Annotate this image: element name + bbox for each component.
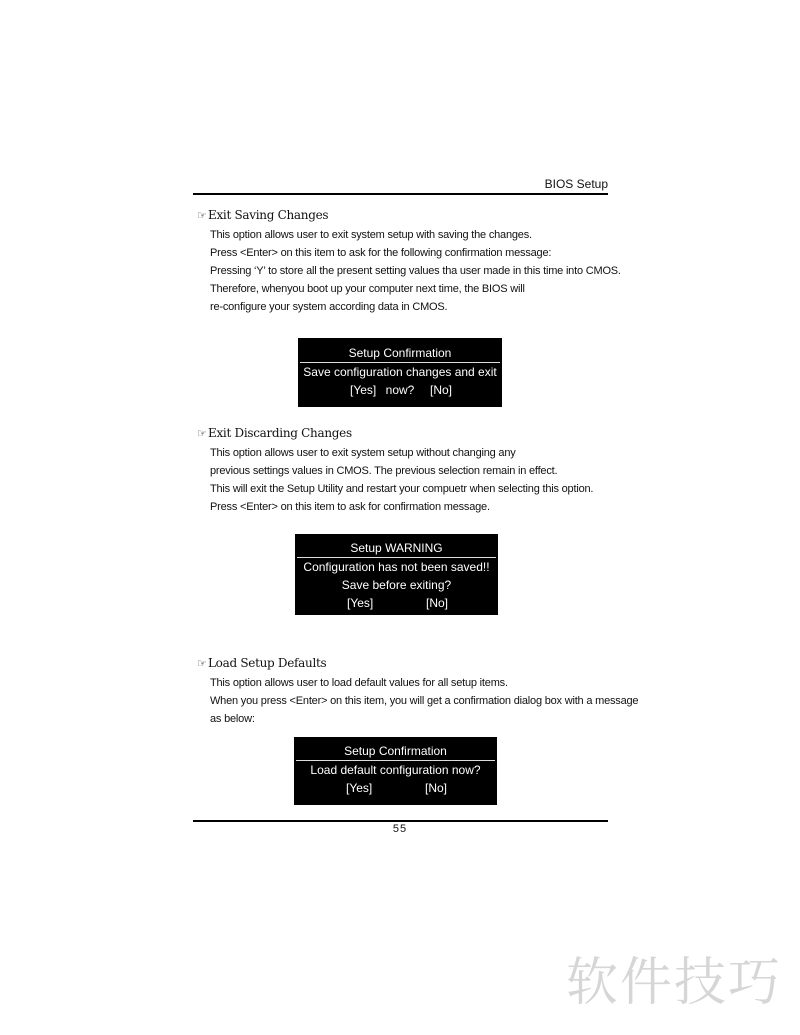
section-title-exit-saving [197, 208, 328, 222]
section-title-text: Exit Saving Changes [208, 208, 329, 222]
pointing-hand-icon: ☞ [197, 209, 207, 222]
body-line: This option allows user to exit system setup with saving the changes. [210, 229, 532, 241]
section-body-exit-saving [210, 226, 621, 316]
watermark-text: 软件技巧 [566, 953, 783, 1013]
dialog-save-confirmation [298, 338, 502, 407]
body-line: as below: [210, 713, 255, 725]
dialog-options [294, 779, 497, 797]
body-line: This option allows user to load default values for all setup items. [210, 677, 508, 689]
yes-option[interactable]: [Yes] [346, 781, 373, 795]
body-line: re-configure your system according data in CMOS. [210, 301, 448, 313]
section-title-text: Load Setup Defaults [208, 656, 327, 670]
dialog-title: Setup Confirmation [344, 744, 447, 758]
dialog-message: Configuration has not been saved!! [303, 560, 490, 574]
dialog-message: Save before exiting? [341, 578, 452, 592]
dialog-message: Save configuration changes and exit now? [303, 365, 497, 397]
body-line: Press <Enter> on this item to ask for the following confirmation message: [210, 247, 552, 259]
no-option[interactable]: [No] [425, 781, 448, 795]
running-header: BIOS Setup [544, 177, 608, 191]
body-line: When you press <Enter> on this item, you will get a confirmation dialog box with a message [210, 695, 639, 707]
body-line: This option allows user to exit system setup without changing any [210, 447, 516, 459]
dialog-title: Setup WARNING [350, 541, 443, 555]
dialog-load-defaults [294, 737, 497, 805]
dialog-setup-warning [295, 534, 498, 615]
pointing-hand-icon: ☞ [197, 657, 207, 670]
section-body-exit-discarding [210, 444, 593, 516]
section-title-exit-discarding [197, 426, 352, 440]
body-line: Therefore, whenyou boot up your computer next time, the BIOS will [210, 283, 525, 295]
body-line: Pressing ‘Y’ to store all the present setting values tha user made in this time into CMOS. [210, 265, 621, 277]
section-title-text: Exit Discarding Changes [208, 426, 352, 440]
header-rule [193, 193, 608, 195]
section-body-load-defaults [210, 674, 638, 728]
yes-option[interactable]: [Yes] [350, 383, 377, 397]
pointing-hand-icon: ☞ [197, 427, 207, 440]
dialog-options [295, 594, 498, 612]
yes-option[interactable]: [Yes] [347, 596, 374, 610]
no-option[interactable]: [No] [426, 596, 449, 610]
body-line: Press <Enter> on this item to ask for confirmation message. [210, 501, 490, 513]
dialog-message: Load default configuration now? [310, 763, 481, 777]
section-title-load-defaults [197, 656, 326, 670]
no-option[interactable]: [No] [430, 383, 453, 397]
footer-rule [193, 820, 608, 822]
body-line: This will exit the Setup Utility and restart your compuetr when selecting this option. [210, 483, 594, 495]
body-line: previous settings values in CMOS. The previous selection remain in effect. [210, 465, 558, 477]
page-number: 55 [392, 823, 408, 835]
dialog-title: Setup Confirmation [348, 346, 452, 360]
dialog-options [298, 381, 502, 399]
